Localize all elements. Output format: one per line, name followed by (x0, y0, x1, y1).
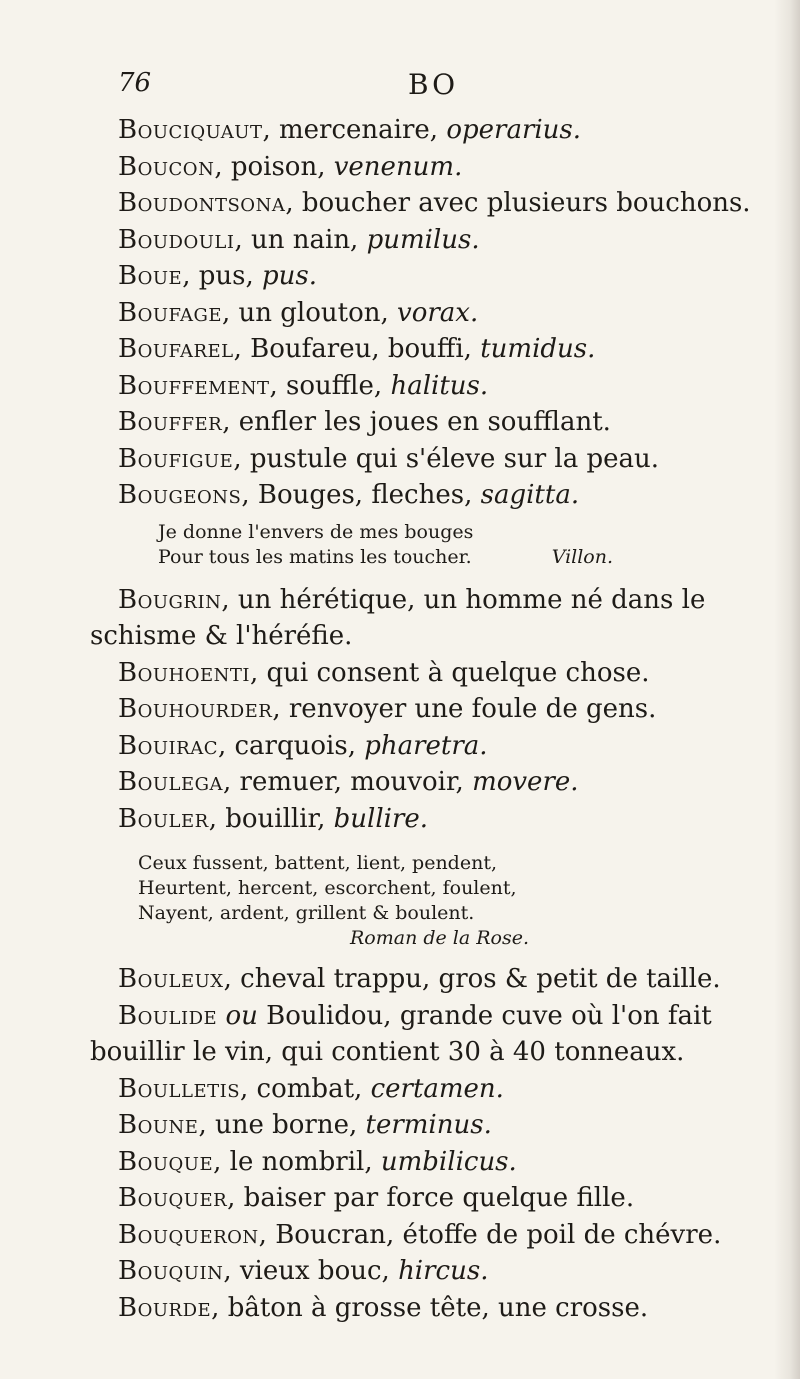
latin-gloss: tumidus. (480, 334, 596, 364)
entry (118, 404, 790, 441)
definition: , bouillir, (208, 803, 334, 834)
headword: Boue (118, 261, 183, 291)
entry (118, 1253, 790, 1290)
entry (118, 185, 790, 222)
definition: Boulidou, grande cuve où l'on fait bouillir le vin, qui contient 30 à 40 tonneaux. (90, 1000, 712, 1067)
quote-attribution: Roman de la Rose. (350, 927, 530, 949)
verse-quotation (158, 520, 790, 570)
definition: , mercenaire, (262, 115, 447, 145)
latin-gloss: sagitta. (480, 480, 580, 510)
definition: , Bouges, fleches, (241, 480, 481, 510)
headword: Boucon (118, 151, 215, 182)
headword: Bourde (118, 1292, 212, 1323)
headword: Boufigue (118, 443, 234, 474)
headword: Bouque (118, 1146, 214, 1177)
running-head: BO (408, 68, 459, 101)
definition: , vieux bouc, (223, 1256, 399, 1286)
headword: Boulega (118, 767, 224, 797)
definition: , pus, (182, 261, 262, 291)
entry (118, 295, 790, 332)
page-number: 76 (118, 68, 152, 98)
headword: Bouffement (118, 370, 270, 401)
latin-gloss: vorax. (397, 297, 479, 328)
definition: , baiser par force quelque fille. (227, 1183, 635, 1213)
headword: Boulide (118, 1000, 218, 1031)
entry (118, 691, 790, 728)
latin-gloss: terminus. (365, 1110, 492, 1140)
definition: , enfler les joues en soufflant. (222, 407, 611, 437)
entry (90, 582, 790, 655)
headword: Bouirac (118, 730, 218, 761)
definition: , bâton à grosse tête, une crosse. (211, 1292, 649, 1323)
page-header (118, 68, 678, 108)
definition: , souffle, (269, 370, 391, 401)
headword: Boune (118, 1110, 199, 1140)
definition: , cheval trappu, gros & petit de taille. (223, 964, 721, 994)
definition: , renvoyer une foule de gens. (272, 694, 657, 724)
headword: Bouhourder (118, 694, 273, 724)
headword: Bougeons (118, 480, 242, 510)
definition: , un nain, (234, 224, 367, 255)
headword: Bouffer (118, 407, 223, 437)
latin-gloss: umbilicus. (380, 1146, 517, 1177)
entry (118, 258, 790, 295)
entry (118, 368, 790, 405)
verse-quotation (138, 851, 790, 951)
headword: Bouqueron (118, 1219, 259, 1250)
latin-gloss: hircus. (398, 1256, 489, 1286)
entry (118, 112, 790, 149)
definition: , remuer, mouvoir, (223, 767, 473, 797)
verse-line: Heurtent, hercent, escorchent, foulent, (138, 877, 517, 899)
latin-gloss: pumilus. (366, 224, 480, 255)
headword: Bouquin (118, 1256, 224, 1286)
definition: , combat, (240, 1073, 371, 1104)
entry (118, 1144, 790, 1181)
entry (118, 1107, 790, 1144)
or-word: ou (225, 1000, 258, 1031)
latin-gloss: pus. (261, 261, 317, 291)
entry (118, 655, 790, 692)
entry (90, 998, 790, 1071)
headword: Boulletis (118, 1073, 241, 1104)
verse-line: Ceux fussent, battent, lient, pendent, (138, 852, 498, 874)
latin-gloss: venenum. (333, 151, 463, 182)
definition: , Boucran, étoffe de poil de chévre. (258, 1219, 722, 1250)
entry (118, 1071, 790, 1108)
headword: Boudontsona (118, 188, 286, 218)
entry (118, 801, 790, 838)
dictionary-body (90, 112, 790, 1326)
definition: , Boufareu, bouffi, (233, 334, 481, 364)
entry (118, 1290, 790, 1327)
headword: Bouquer (118, 1183, 228, 1213)
latin-gloss: pharetra. (364, 730, 488, 761)
entry (118, 764, 790, 801)
entry (118, 1180, 790, 1217)
entry (118, 1217, 790, 1254)
entry (118, 149, 790, 186)
definition: , le nombril, (213, 1146, 381, 1177)
entry (118, 477, 790, 514)
latin-gloss: certamen. (370, 1073, 504, 1104)
quote-attribution: Villon. (551, 545, 614, 568)
definition: , un hérétique, un homme né dans le schisme & l'héréfie. (90, 584, 706, 651)
latin-gloss: bullire. (333, 803, 429, 834)
entry (118, 441, 790, 478)
latin-gloss: halitus. (390, 370, 489, 401)
definition: , carquois, (217, 730, 365, 761)
verse-line: Nayent, ardent, grillent & boulent. (138, 902, 475, 924)
verse-line: Pour tous les matins les toucher. Villon. (158, 545, 614, 568)
definition: , boucher avec plusieurs bouchons. (285, 188, 751, 218)
headword: Boufage (118, 297, 222, 328)
headword: Bouhoenti (118, 657, 250, 688)
definition: , poison, (214, 151, 334, 182)
entry (118, 222, 790, 259)
headword: Boufarel (118, 334, 234, 364)
latin-gloss: movere. (472, 767, 579, 797)
headword: Bouler (118, 803, 209, 834)
headword: Bouciquaut (118, 115, 263, 145)
entry (118, 961, 790, 998)
entry (118, 728, 790, 765)
definition: , qui consent à quelque chose. (250, 657, 650, 688)
latin-gloss: operarius. (446, 115, 582, 145)
verse-line: Je donne l'envers de mes bouges (158, 520, 474, 543)
headword: Boudouli (118, 224, 235, 255)
headword: Bouleux (118, 964, 224, 994)
headword: Bougrin (118, 584, 222, 615)
entry (118, 331, 790, 368)
definition: , une borne, (198, 1110, 366, 1140)
definition: , pustule qui s'éleve sur la peau. (233, 443, 660, 474)
definition: , un glouton, (221, 297, 398, 328)
